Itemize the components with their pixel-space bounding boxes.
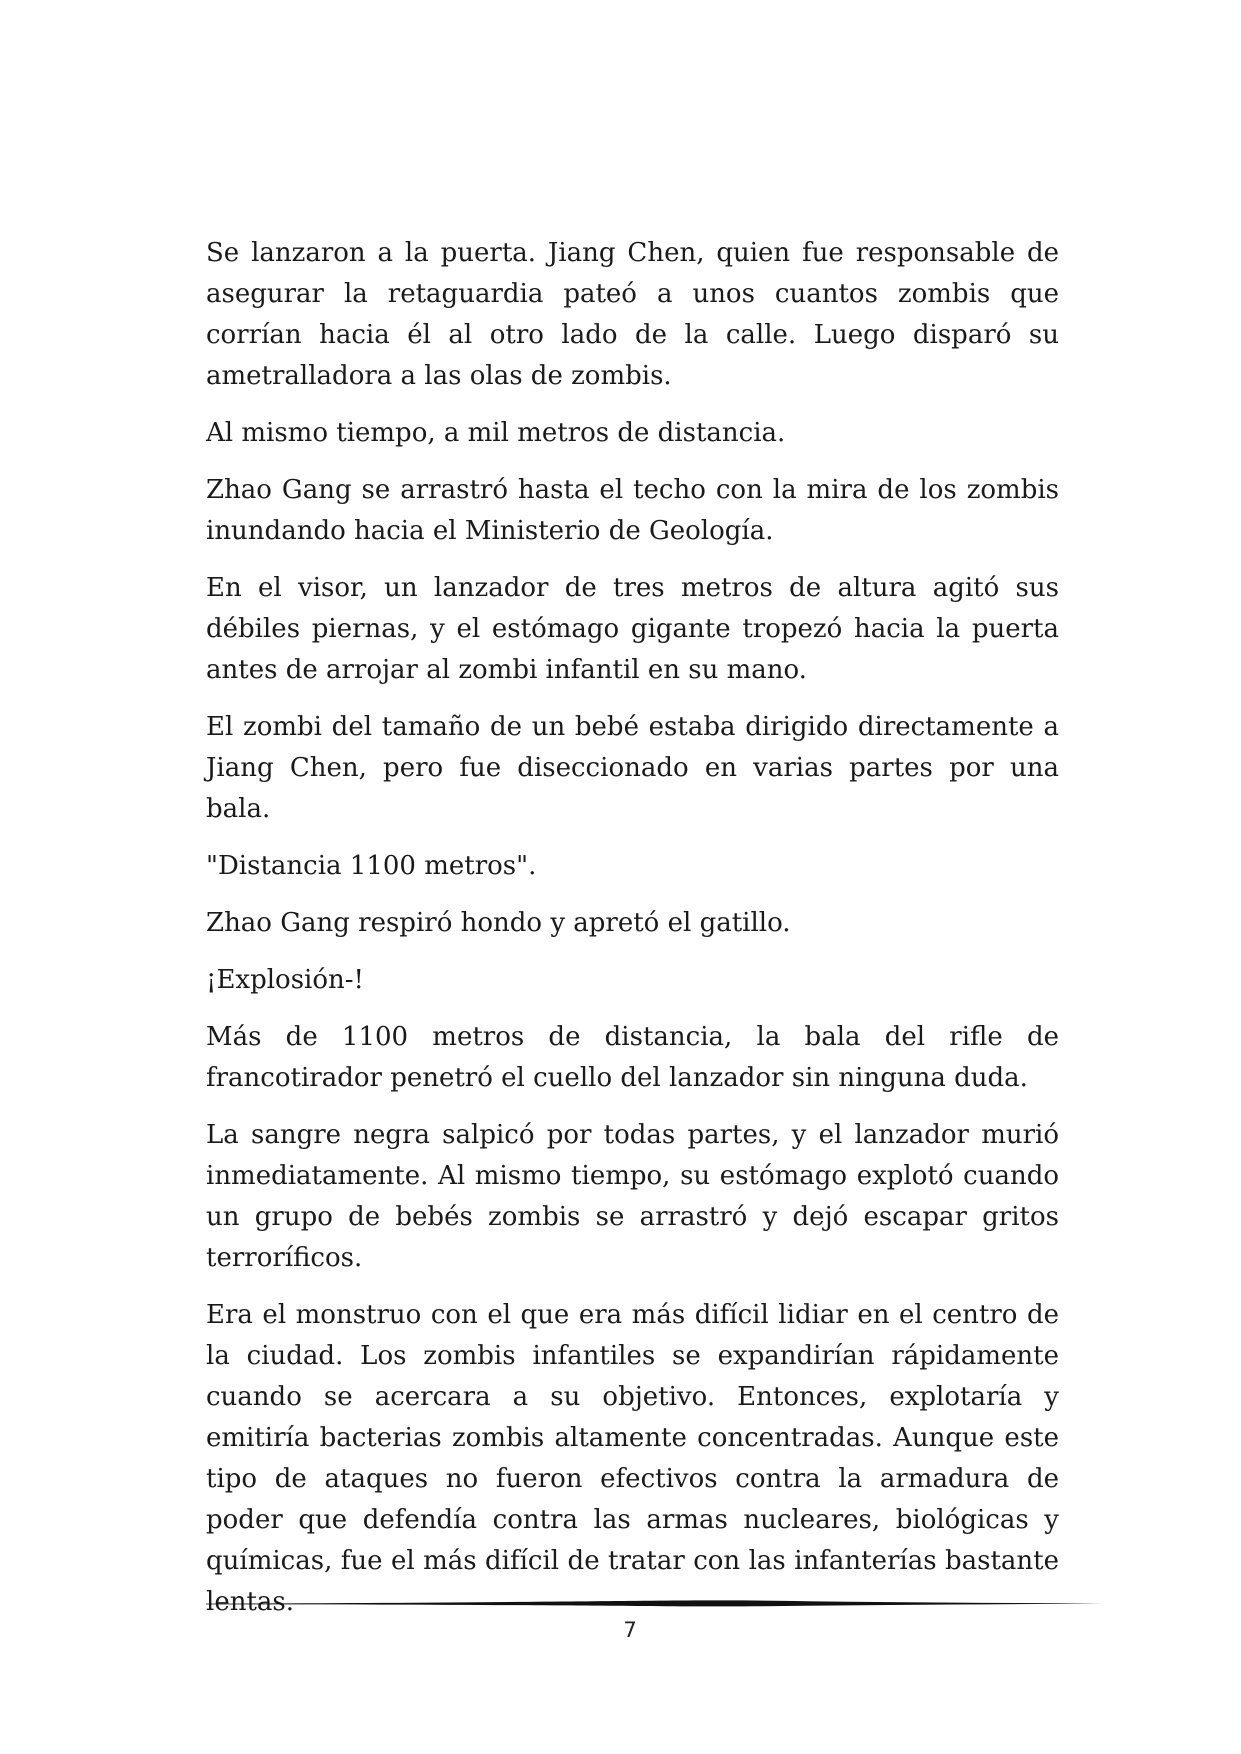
paragraph: ¡Explosión-!	[206, 965, 364, 995]
paragraph: El zombi del tamaño de un bebé estaba dirigido directamente a Jiang Chen, pero fue diseccionado en varias partes por una bala.	[206, 712, 1059, 824]
paragraph: Al mismo tiempo, a mil metros de distancia.	[206, 418, 786, 448]
paragraph: La sangre negra salpicó por todas partes, y el lanzador murió inmediatamente. Al mismo tiempo, su estómago explotó cuando un grupo de bebés zombis se arrastró y dejó escapar gritos terroríficos.	[206, 1120, 1059, 1273]
paragraph: Zhao Gang respiró hondo y apretó el gatillo.	[206, 908, 791, 938]
paragraph: Era el monstruo con el que era más difícil lidiar en el centro de la ciudad. Los zombis infantiles se expandirían rápidamente cuando se acercara a su objetivo. Entonces, explotaría y emitiría bacterias zombis altamente concentradas. Aunque este tipo de ataques no fueron efectivos contra la armadura de poder que defendía contra las armas nucleares, biológicas y químicas, fue el más difícil de tratar con las infanterías bastante lentas.	[206, 1300, 1059, 1617]
body-text	[206, 233, 1059, 1639]
paragraph: Más de 1100 metros de distancia, la bala del rifle de francotirador penetró el cuello del lanzador sin ninguna duda.	[206, 1022, 1059, 1093]
page-number: 7	[623, 1618, 637, 1642]
paragraph: Se lanzaron a la puerta. Jiang Chen, quien fue responsable de asegurar la retaguardia pateó a unos cuantos zombis que corrían hacia él al otro lado de la calle. Luego disparó su ametralladora a las olas de zombis.	[206, 238, 1059, 391]
paragraph: En el visor, un lanzador de tres metros de altura agitó sus débiles piernas, y el estómago gigante tropezó hacia la puerta antes de arrojar al zombi infantil en su mano.	[206, 573, 1059, 685]
footer-divider-swash	[206, 1600, 1103, 1606]
paragraph: Zhao Gang se arrastró hasta el techo con la mira de los zombis inundando hacia el Ministerio de Geología.	[206, 475, 1059, 546]
footer-divider	[206, 1598, 1103, 1610]
paragraph: "Distancia 1100 metros".	[206, 851, 537, 881]
